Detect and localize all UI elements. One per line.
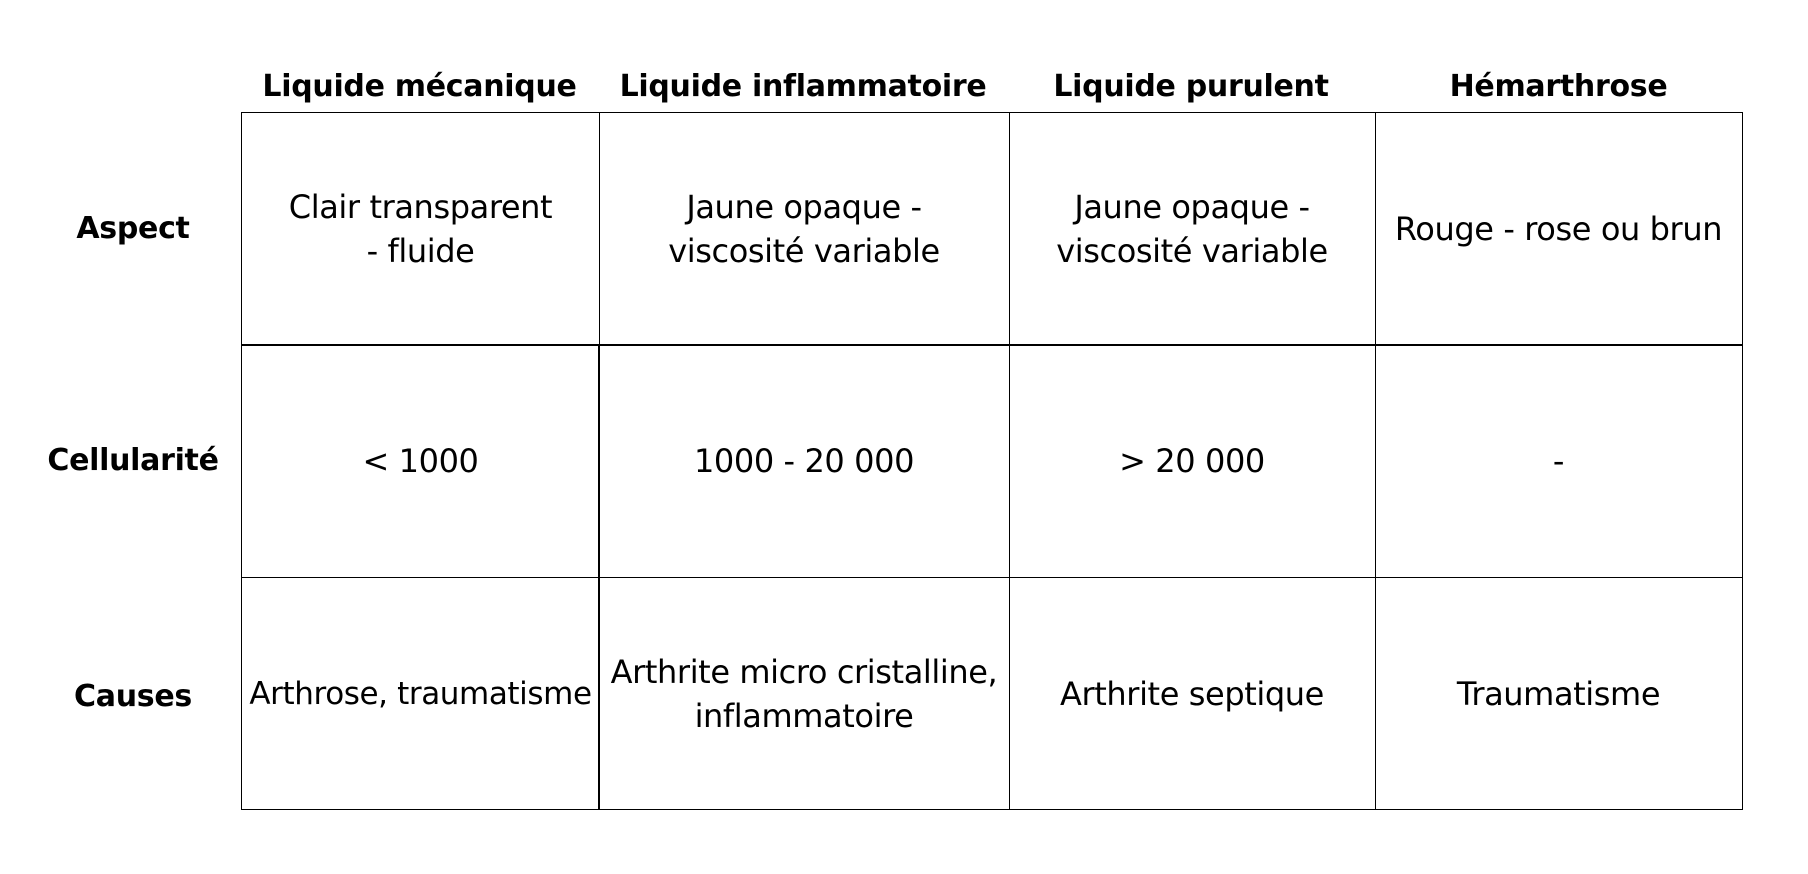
table-cell: 1000 - 20 000 [693,442,915,480]
table-cell: Traumatisme [1456,674,1661,713]
table-cell: - [1552,442,1565,480]
column-header-liquide-mecanique: Liquide mécanique [262,68,577,104]
table-cell: Arthrite septique [1060,674,1324,713]
row-header-causes: Causes [74,678,192,714]
data-table [241,112,1743,810]
table-cell: Arthrose, traumatisme [249,675,592,712]
table-cell: < 1000 [362,442,479,480]
column-header-hemarthrose: Hémarthrose [1449,68,1668,104]
row-header-cellularite: Cellularité [47,442,219,478]
table-cell: Rouge - rose ou brun [1394,210,1723,248]
column-header-liquide-inflammatoire: Liquide inflammatoire [619,68,987,104]
table-cell: Arthrite micro cristalline, inflammatoire [610,652,998,735]
table-cell: Clair transparent - fluide [288,188,553,270]
table-cell: > 20 000 [1119,442,1265,480]
column-header-liquide-purulent: Liquide purulent [1053,68,1329,104]
table-cell: Jaune opaque - viscosité variable [1056,188,1328,270]
row-header-aspect: Aspect [76,210,190,246]
table-cell: Jaune opaque - viscosité variable [668,188,940,270]
